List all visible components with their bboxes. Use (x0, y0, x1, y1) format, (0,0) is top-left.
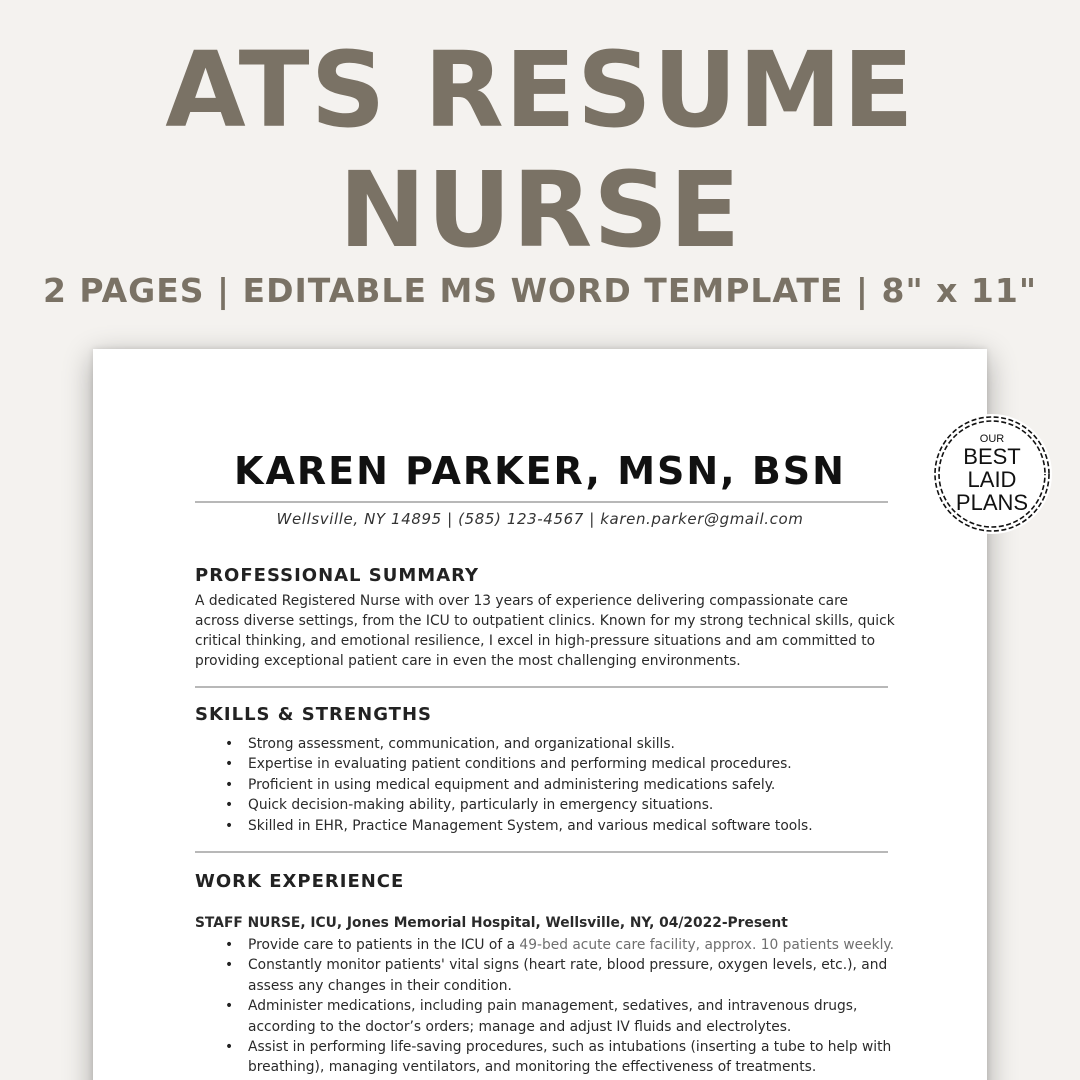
section-title-skills: SKILLS & STRENGTHS (195, 704, 432, 725)
skills-list (225, 734, 905, 836)
resume-name: KAREN PARKER, MSN, BSN (234, 449, 846, 493)
list-item: • Strong assessment, communication, and organizational skills. (225, 734, 905, 754)
headline-line-2: NURSE (338, 149, 742, 271)
bullet-text-muted: 49-bed acute care facility, approx. 10 patients weekly. (519, 937, 895, 953)
badge-text (928, 410, 1056, 538)
divider (195, 501, 888, 503)
list-item: • Assist in performing life-saving procedures, such as intubations (inserting a tube to help with breathing), managing ventilators, and monitoring the effectiveness of treatments. (225, 1037, 905, 1078)
job-title: STAFF NURSE, ICU, Jones Memorial Hospital, Wellsville, NY, 04/2022-Present (195, 915, 788, 931)
badge-line-2: LAID (967, 467, 1017, 493)
badge-line-3: PLANS (955, 490, 1029, 516)
experience-list (225, 935, 905, 1078)
list-item: • Skilled in EHR, Practice Management System, and various medical software tools. (225, 816, 905, 836)
list-item (225, 935, 905, 955)
badge-line-1: BEST (963, 444, 1021, 470)
list-item: • Proficient in using medical equipment and administering medications safely. (225, 775, 905, 795)
divider (195, 851, 888, 853)
summary-text: A dedicated Registered Nurse with over 13 years of experience delivering compassionate care across diverse settings, from the ICU to outpatient clinics. Known for my strong technical skills, quick critical thinking, and emotional resilience, I excel in high-pressure situations and am committed to providing exceptional patient care in even the most challenging environments. (195, 593, 895, 669)
section-title-summary: PROFESSIONAL SUMMARY (195, 565, 480, 586)
section-title-experience: WORK EXPERIENCE (195, 871, 405, 892)
resume-contact: Wellsville, NY 14895 | (585) 123-4567 | karen.parker@gmail.com (276, 510, 804, 528)
resume-page (93, 349, 987, 1080)
brand-badge (928, 410, 1056, 538)
list-item: • Administer medications, including pain management, sedatives, and intravenous drugs, according to the doctor’s orders; manage and adjust IV fluids and electrolytes. (225, 996, 905, 1037)
bullet-text: Provide care to patients in the ICU of a (248, 937, 520, 953)
product-subtitle: 2 PAGES | EDITABLE MS WORD TEMPLATE | 8" x 11" (42, 271, 1038, 310)
list-item: • Quick decision-making ability, particularly in emergency situations. (225, 795, 905, 815)
list-item: • Constantly monitor patients' vital signs (heart rate, blood pressure, oxygen levels, etc.), and assess any changes in their condition. (225, 955, 905, 996)
divider (195, 686, 888, 688)
badge-small-text: OUR (979, 432, 1005, 445)
list-item: • Expertise in evaluating patient conditions and performing medical procedures. (225, 754, 905, 774)
headline-line-1: ATS RESUME (165, 29, 915, 151)
